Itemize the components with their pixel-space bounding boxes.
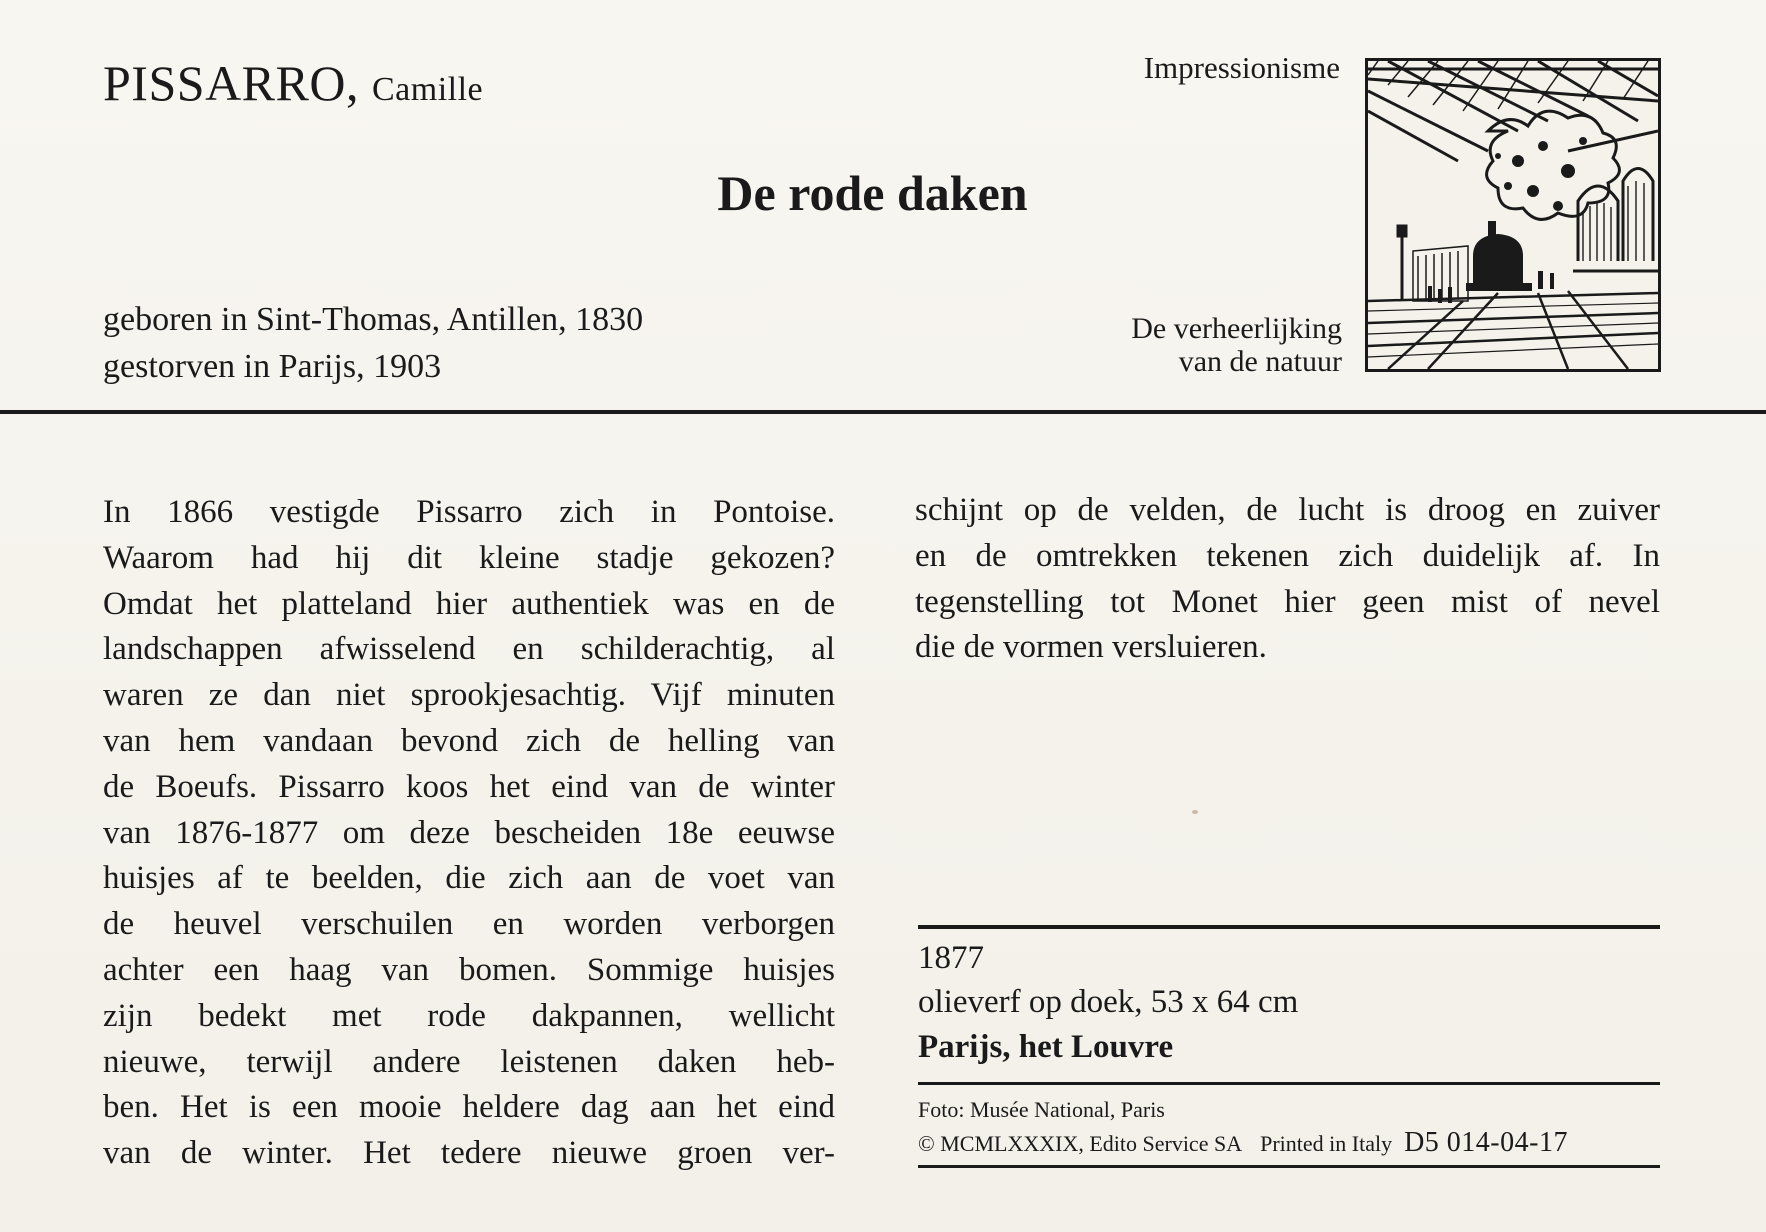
description-line: de heuvel verschuilen en worden verborgen	[103, 906, 835, 943]
description-line: zijn bedekt met rode dakpannen, wellicht	[103, 997, 835, 1034]
description-line: Omdat het platteland hier authentiek was en de	[103, 585, 835, 622]
theme-caption	[1020, 312, 1342, 378]
description-left-column	[103, 490, 835, 1177]
art-movement: Impressionisme	[1143, 50, 1340, 85]
painting-year: 1877	[918, 940, 984, 976]
card-code: D5 014-04-17	[1404, 1127, 1568, 1158]
artist-last-name: PISSARRO	[103, 55, 346, 111]
description-line: die de vormen versluieren.	[915, 629, 1267, 666]
header-divider	[0, 410, 1766, 414]
details-top-rule	[918, 925, 1660, 929]
description-line: de Boeufs. Pissarro koos het eind van de winter	[103, 768, 835, 805]
artist-first-name: Camille	[372, 71, 484, 108]
description-line: ben. Het is een mooie heldere dag aan het eind	[103, 1089, 835, 1126]
artist-bio	[103, 296, 643, 390]
railway-station-engraving-icon	[1365, 58, 1661, 372]
painting-medium: olieverf op doek, 53 x 64 cm	[918, 984, 1299, 1020]
details-middle-rule	[918, 1082, 1660, 1085]
painting-title: De rode daken	[717, 165, 1028, 221]
description-line: van hem vandaan bevond zich de helling van	[103, 722, 835, 759]
printed-in: Printed in Italy	[1260, 1131, 1393, 1156]
description-line: In 1866 vestigde Pissarro zich in Pontoise.	[103, 494, 835, 530]
description-line: landschappen afwisselend en schilderachtig, al	[103, 631, 835, 668]
death-info: gestorven in Parijs, 1903	[103, 348, 442, 385]
artist-name-separator: ,	[346, 55, 359, 111]
description-line: van de winter. Het tedere nieuwe groen ver-	[103, 1135, 835, 1172]
theme-line-1: De verheerlijking	[1131, 312, 1342, 345]
copyright-text: © MCMLXXXIX, Edito Service SA	[918, 1131, 1243, 1156]
description-right-column	[915, 488, 1660, 671]
artist-name	[103, 54, 483, 112]
photo-credit: Foto: Musée National, Paris	[918, 1097, 1165, 1122]
description-line: en de omtrekken tekenen zich duidelijk af. In	[915, 537, 1660, 574]
description-line: van 1876-1877 om deze bescheiden 18e eeuwse	[103, 814, 835, 851]
description-line: achter een haag van bomen. Sommige huisjes	[103, 951, 835, 988]
details-bottom-rule	[918, 1165, 1660, 1168]
paper-speck	[1192, 810, 1198, 814]
description-line: tegenstelling tot Monet hier geen mist of nevel	[915, 583, 1660, 620]
description-line: Waarom had hij dit kleine stadje gekozen?	[103, 539, 835, 576]
birth-info: geboren in Sint-Thomas, Antillen, 1830	[103, 301, 644, 338]
description-line: waren ze dan niet sprookjesachtig. Vijf minuten	[103, 677, 835, 714]
theme-line-2: van de natuur	[1178, 345, 1342, 378]
description-line: schijnt op de velden, de lucht is droog en zuiver	[915, 492, 1660, 528]
description-line: nieuwe, terwijl andere leistenen daken heb-	[103, 1043, 835, 1080]
description-line: huisjes af te beelden, die zich aan de voet van	[103, 860, 835, 897]
painting-location: Parijs, het Louvre	[918, 1029, 1174, 1065]
copyright-line	[918, 1127, 1660, 1159]
